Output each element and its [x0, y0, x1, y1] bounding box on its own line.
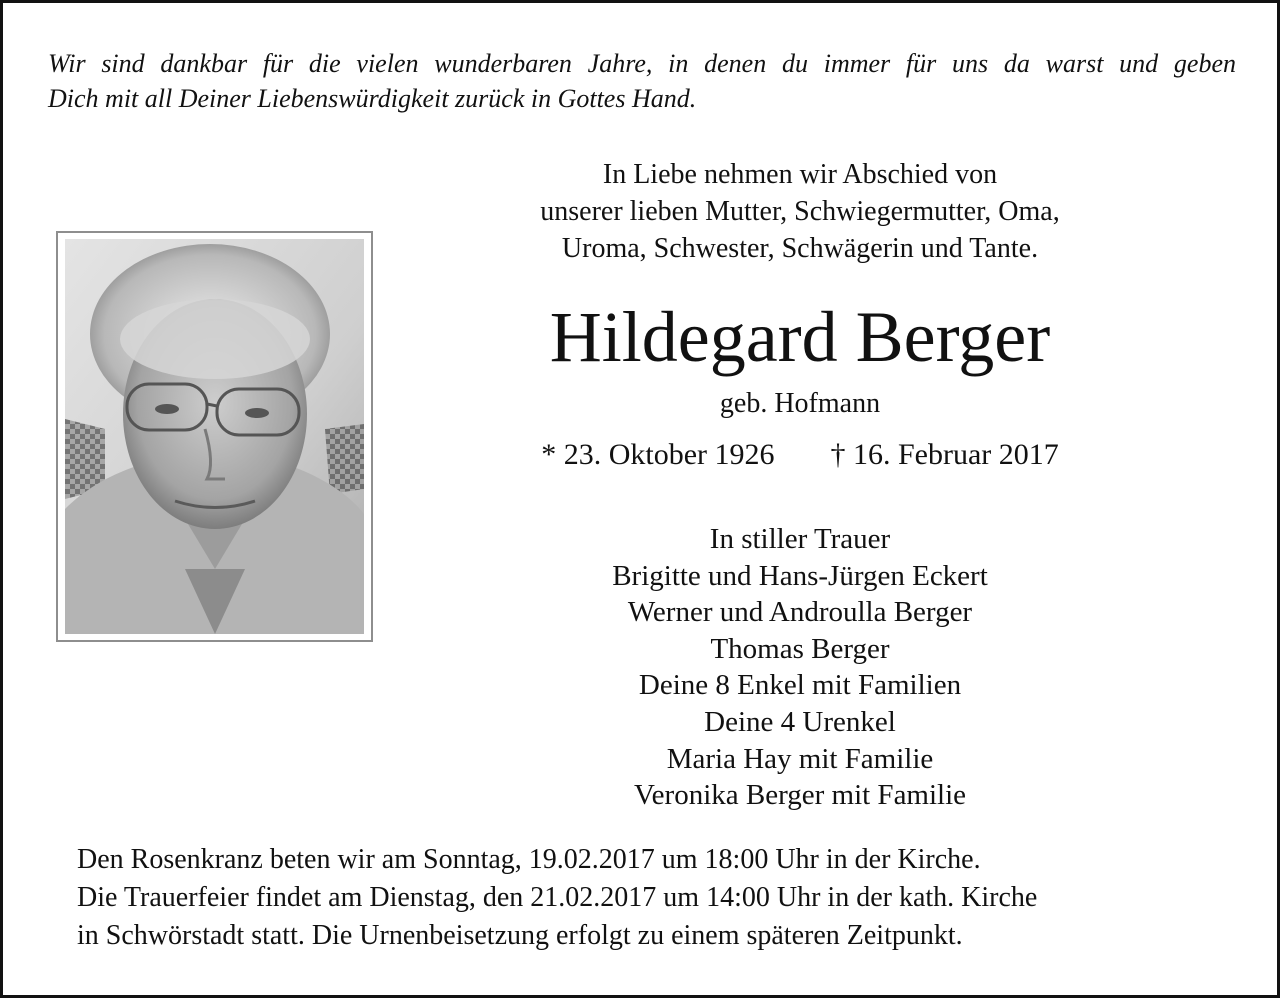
farewell-intro: [420, 156, 1180, 267]
life-dates: [420, 436, 1180, 474]
service-announcement: [77, 841, 1227, 955]
intro-line: In Liebe nehmen wir Abschied von: [602, 159, 998, 190]
mourner-line: Maria Hay mit Familie: [666, 742, 934, 775]
service-line: in Schwörstadt statt. Die Urnenbeisetzung erfolgt zu einem späteren Zeitpunkt.: [77, 920, 963, 951]
mourner-line: Werner und Androulla Berger: [627, 596, 973, 629]
mourner-line: Brigitte und Hans-Jürgen Eckert: [612, 559, 988, 592]
mourner-line: Thomas Berger: [710, 632, 890, 665]
quote-line: Wir sind dankbar für die vielen wunderbaren Jahre, in denen du immer für uns da warst und geben: [48, 49, 1236, 78]
maiden-name: geb. Hofmann: [719, 388, 881, 419]
portrait-photo: [65, 239, 364, 634]
memorial-quote: [48, 46, 1236, 116]
mourner-line: Deine 8 Enkel mit Familien: [638, 669, 962, 702]
portrait-photo-frame: [56, 231, 373, 642]
service-line: Den Rosenkranz beten wir am Sonntag, 19.02.2017 um 18:00 Uhr in der Kirche.: [77, 844, 981, 875]
mourners-list: [420, 521, 1180, 814]
intro-line: Uroma, Schwester, Schwägerin und Tante.: [561, 233, 1039, 264]
mourner-line: Veronika Berger mit Familie: [633, 779, 967, 812]
mourner-line: Deine 4 Urenkel: [704, 705, 896, 738]
intro-line: unserer lieben Mutter, Schwiegermutter, Oma,: [540, 196, 1060, 227]
quote-line: Dich mit all Deiner Liebenswürdigkeit zurück in Gottes Hand.: [48, 84, 697, 113]
birth-date: * 23. Oktober 1926: [541, 438, 775, 471]
service-line: Die Trauerfeier findet am Dienstag, den 21.02.2017 um 14:00 Uhr in der kath. Kirche: [77, 882, 1038, 913]
death-date: † 16. Februar 2017: [830, 438, 1059, 471]
mourner-line: In stiller Trauer: [709, 523, 891, 555]
deceased-name: Hildegard Berger: [549, 297, 1051, 377]
